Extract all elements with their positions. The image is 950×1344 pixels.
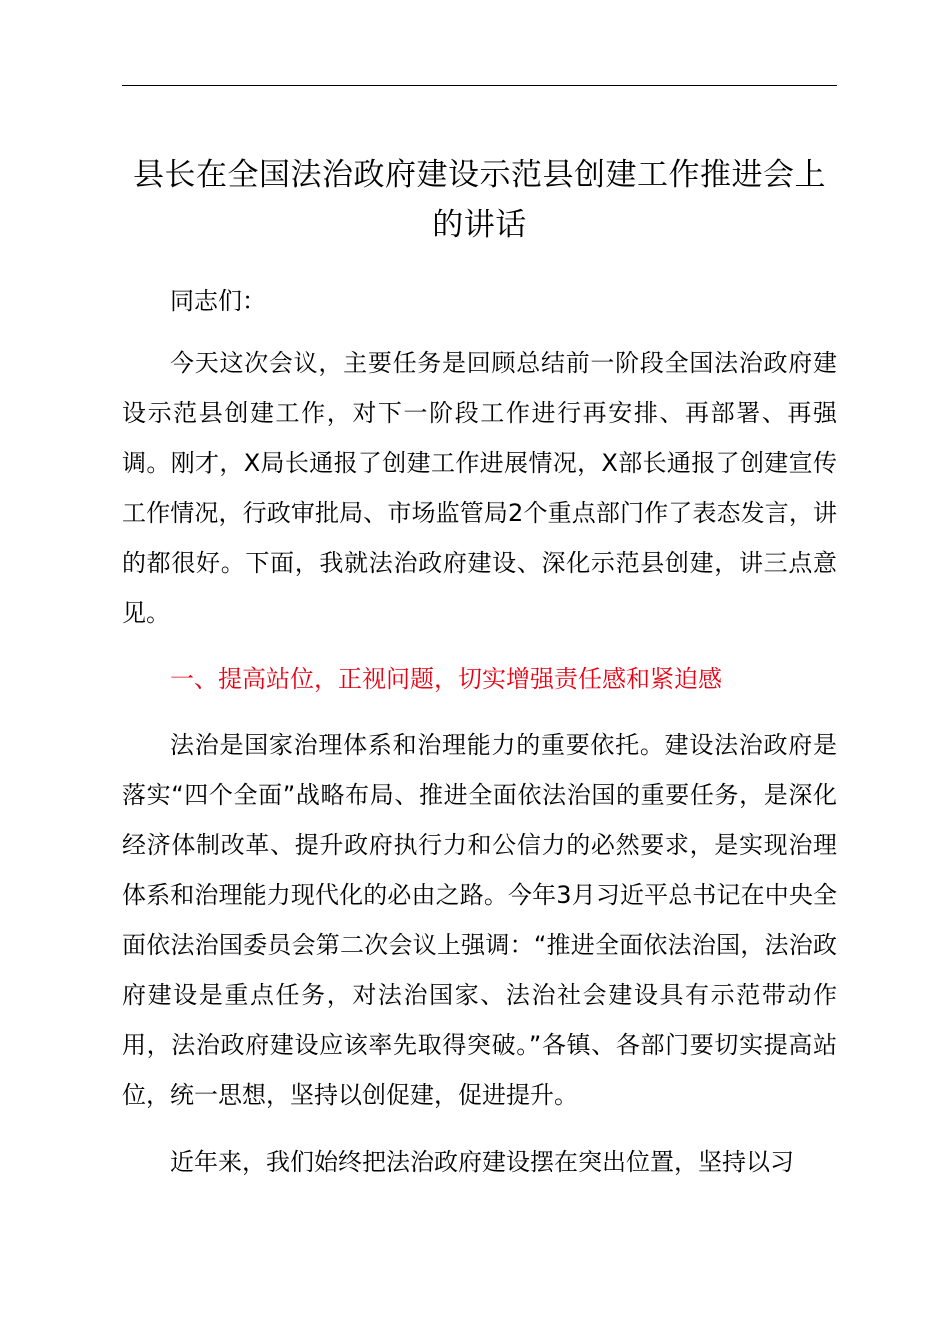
paragraph-rule-of-law: 法治是国家治理体系和治理能力的重要依托。建设法治政府是落实“四个全面”战略布局、推进全面依法治国的重要任务，是深化经济体制改革、提升政府执行力和公信力的必然要求，是实现治理体系和治理能力现代化的必由之路。今年3月习近平总书记在中央全面依法治国委员会第二次会议上强调：“推进全面依法治国，法治政府建设是重点任务，对法治国家、法治社会建设具有示范带动作用，法治政府建设应该率先取得突破。”各镇、各部门要切实提高站位，统一思想，坚持以创促建，促进提升。	[122, 731, 837, 1109]
salutation: 同志们：	[170, 287, 266, 315]
paragraph-recent-years: 近年来，我们始终把法治政府建设摆在突出位置，坚持以习	[170, 1148, 794, 1176]
paragraph-opening: 今天这次会议，主要任务是回顾总结前一阶段全国法治政府建设示范县创建工作，对下一阶段工作进行再安排、再部署、再强调。刚才，X局长通报了创建工作进展情况，X部长通报了创建宣传工作情况，行政审批局、市场监管局2个重点部门作了表态发言，讲的都很好。下面，我就法治政府建设、深化示范县创建，讲三点意见。	[122, 349, 837, 627]
section-heading-1: 一、提高站位，正视问题，切实增强责任感和紧迫感	[170, 665, 722, 693]
header-rule	[122, 85, 837, 86]
document-title: 县长在全国法治政府建设示范县创建工作推进会上的讲话	[133, 157, 826, 243]
